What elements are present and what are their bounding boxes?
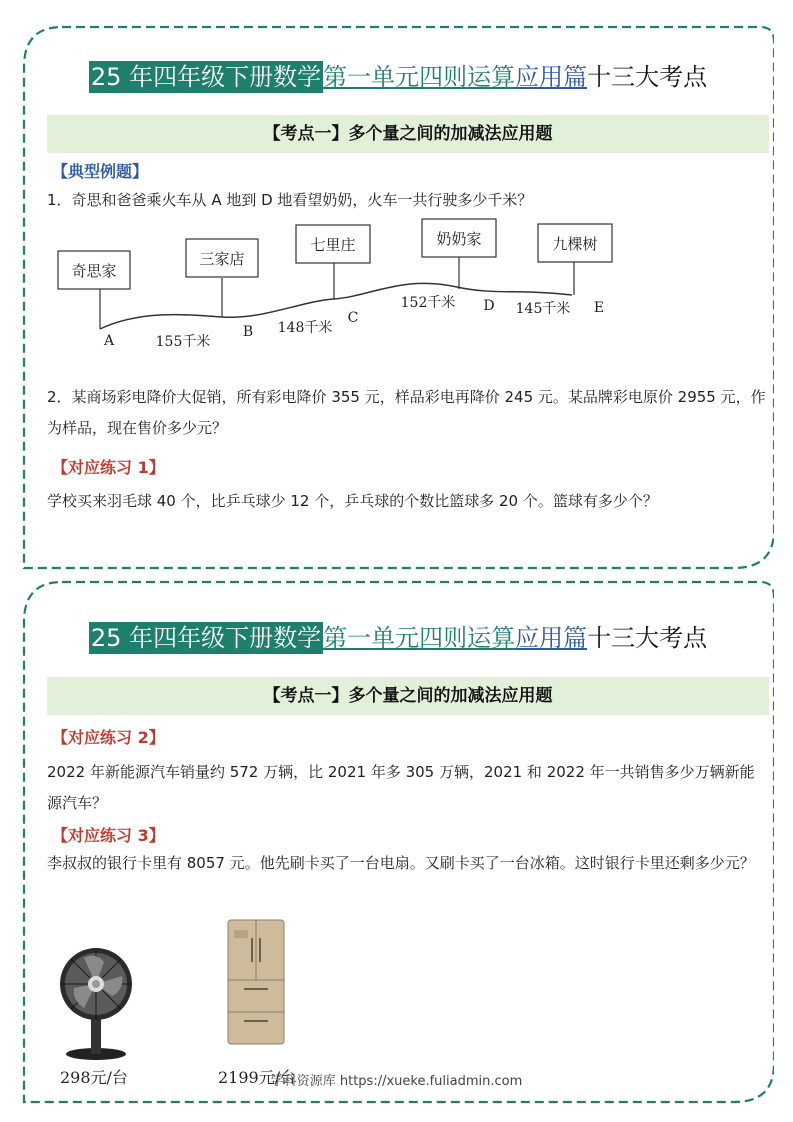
point-label: A (103, 333, 115, 347)
distance-label: 148千米 (277, 320, 333, 336)
station-label: 七里庄 (310, 236, 356, 254)
practice-3-tag: 【对应练习 3】 (52, 826, 165, 845)
page-title (22, 618, 774, 658)
point-label: C (347, 310, 359, 326)
question-2: 2．某商场彩电降价大促销，所有彩电降价 355 元，样品彩电再降价 245 元。某品牌彩电原价 2955 元，作为样品，现在售价多少元？ (47, 388, 766, 437)
fridge-price: 2199元/台 (218, 1068, 297, 1087)
practice-1: 学校买来羽毛球 40 个，比乒乓球少 12 个，乒乓球的个数比篮球多 20 个。篮球有多少个？ (47, 492, 658, 510)
title-part-points: 十三大考点 (587, 63, 708, 91)
section-heading: 【考点一】多个量之间的加减法应用题 (47, 677, 769, 715)
practice-1-tag: 【对应练习 1】 (52, 458, 165, 477)
point-label: D (483, 298, 495, 314)
title-part-unit: 第一单元四则运算 (323, 624, 516, 652)
fan-price: 298元/台 (60, 1068, 128, 1087)
practice-2-tag: 【对应练习 2】 (52, 728, 165, 747)
title-part-grade: 25 年四年级下册数学 (90, 63, 322, 91)
card-2 (22, 580, 774, 1104)
fridge-image (226, 918, 286, 1048)
route-diagram (52, 217, 672, 347)
station-label: 奶奶家 (436, 230, 482, 248)
point-label: B (242, 324, 254, 340)
station-label: 奇思家 (71, 262, 117, 280)
title-part-points: 十三大考点 (587, 624, 708, 652)
fan-image (54, 942, 138, 1062)
distance-label: 152千米 (400, 295, 456, 311)
practice-3: 李叔叔的银行卡里有 8057 元。他先刷卡买了一台电扇。又刷卡买了一台冰箱。这时银行卡里还剩多少元？ (47, 854, 755, 872)
route-line (100, 283, 572, 329)
distance-label: 155千米 (155, 334, 211, 347)
question-1: 1．奇思和爸爸乘火车从 A 地到 D 地看望奶奶，火车一共行驶多少千米？ (47, 191, 533, 209)
title-part-grade: 25 年四年级下册数学 (90, 624, 322, 652)
section-heading: 【考点一】多个量之间的加减法应用题 (47, 115, 769, 153)
title-part-topic: 应用篇 (515, 63, 588, 91)
footer-watermark: 学科资源库 https://xueke.fuliadmin.com (270, 1074, 523, 1089)
station-label: 九棵树 (552, 235, 598, 253)
station-label: 三家店 (199, 250, 245, 268)
card-1 (22, 25, 774, 570)
title-part-unit: 第一单元四则运算 (323, 63, 516, 91)
point-label: E (593, 300, 605, 316)
distance-label: 145千米 (515, 301, 571, 317)
page-title (22, 57, 774, 97)
title-part-topic: 应用篇 (515, 624, 588, 652)
example-tag: 【典型例题】 (52, 162, 149, 181)
practice-2: 2022 年新能源汽车销量约 572 万辆，比 2021 年多 305 万辆，2021 和 2022 年一共销售多少万辆新能源汽车？ (47, 763, 755, 812)
